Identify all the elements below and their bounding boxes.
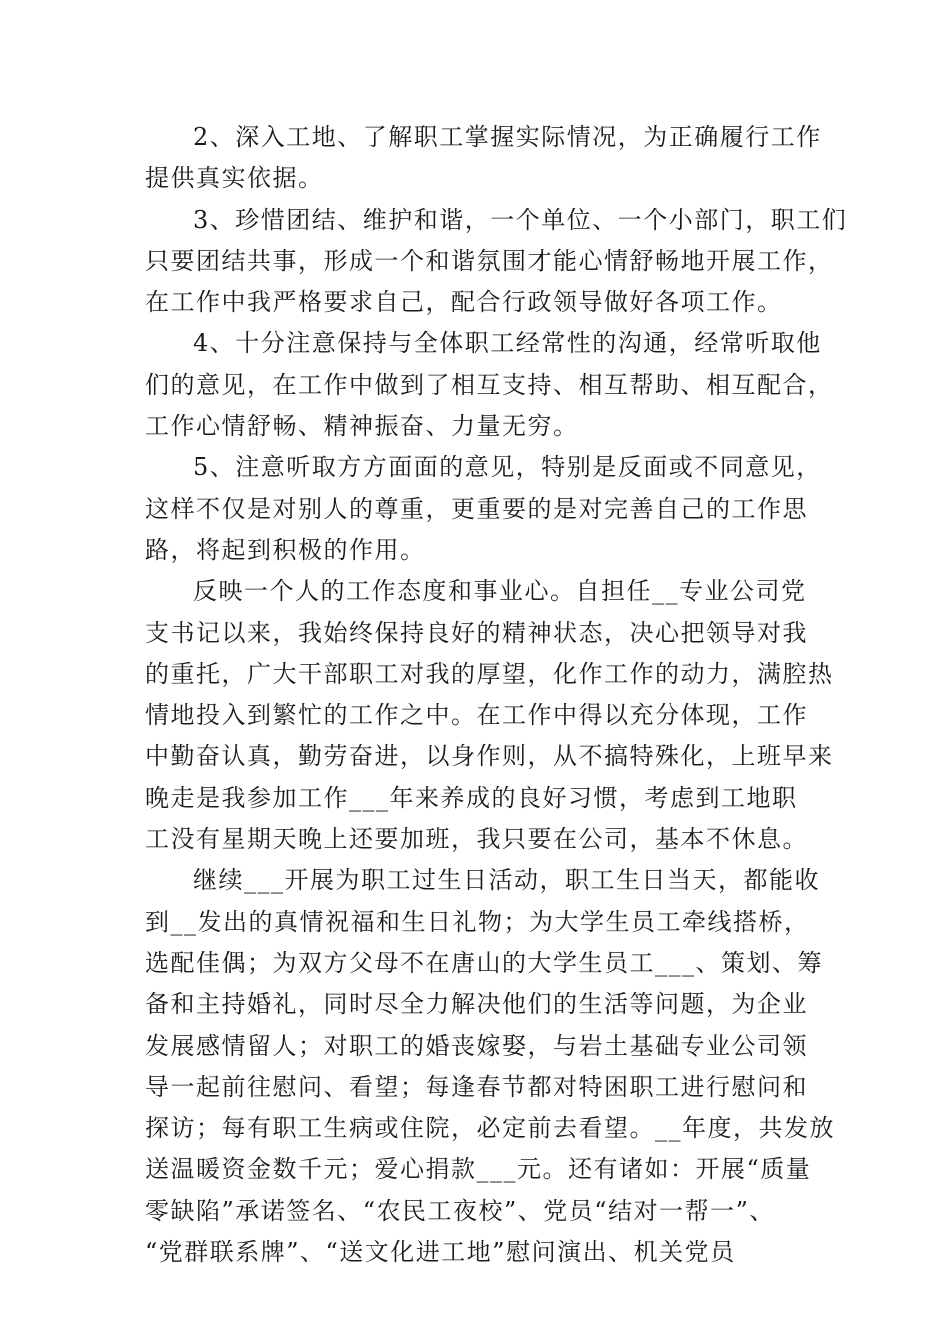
- text-line: 路，将起到积极的作用。: [145, 535, 426, 564]
- text-line: 反映一个人的工作态度和事业心。自担任__专业公司党: [193, 577, 807, 606]
- text-line: 中勤奋认真，勤劳奋进，以身作则，从不搞特殊化，上班早来: [145, 742, 834, 771]
- text-line: 4、十分注意保持与全体职工经常性的沟通，经常听取他: [193, 329, 822, 358]
- body-text: [145, 117, 848, 1273]
- text-line: 的重托，广大干部职工对我的厚望，化作工作的动力，满腔热: [145, 659, 834, 688]
- text-line: 这样不仅是对别人的尊重，更重要的是对完善自己的工作思: [145, 494, 808, 523]
- text-line: 在工作中我严格要求自己，配合行政领导做好各项工作。: [145, 288, 783, 317]
- text-line: 晚走是我参加工作___年来养成的良好习惯，考虑到工地职: [145, 783, 798, 812]
- text-line: 情地投入到繁忙的工作之中。在工作中得以充分体现，工作: [145, 701, 808, 730]
- text-line: 探访；每有职工生病或住院，必定前去看望。__年度，共发放: [145, 1114, 835, 1143]
- paragraph-continue-activities: [145, 860, 835, 1273]
- text-line: 选配佳偶；为双方父母不在唐山的大学生员工___、策划、筹: [145, 948, 823, 977]
- text-line: 送温暖资金数千元；爱心捐款___元。还有诸如：开展“质量: [145, 1155, 812, 1184]
- text-line: 们的意见，在工作中做到了相互支持、相互帮助、相互配合，: [145, 370, 834, 399]
- paragraph-item-2: [145, 117, 822, 200]
- text-line: 只要团结共事，形成一个和谐氛围才能心情舒畅地开展工作，: [145, 246, 834, 275]
- paragraph-item-5: [145, 447, 822, 571]
- paragraph-work-attitude: [145, 571, 834, 860]
- text-line: 2、深入工地、了解职工掌握实际情况，为正确履行工作: [193, 123, 822, 151]
- text-line: 3、珍惜团结、维护和谐，一个单位、一个小部门，职工们: [193, 205, 848, 234]
- text-line: 导一起前往慰问、看望；每逢春节都对特困职工进行慰问和: [145, 1072, 808, 1101]
- text-line: 继续___开展为职工过生日活动，职工生日当天，都能收: [193, 866, 820, 895]
- text-line: 提供真实依据。: [145, 164, 324, 193]
- text-line: 工没有星期天晚上还要加班，我只要在公司，基本不休息。: [145, 825, 808, 854]
- text-line: 5、注意听取方方面面的意见，特别是反面或不同意见，: [193, 453, 822, 482]
- text-line: 备和主持婚礼，同时尽全力解决他们的生活等问题，为企业: [145, 990, 808, 1019]
- text-line: “党群联系牌”、“送文化进工地”慰问演出、机关党员: [145, 1238, 736, 1267]
- paragraph-item-3: [145, 200, 848, 324]
- text-line: 到__发出的真情祝福和生日礼物；为大学生员工牵线搭桥，: [145, 907, 810, 936]
- text-line: 支书记以来，我始终保持良好的精神状态，决心把领导对我: [145, 618, 808, 647]
- text-line: 发展感情留人；对职工的婚丧嫁娶，与岩土基础专业公司领: [145, 1031, 808, 1060]
- paragraph-item-4: [145, 323, 834, 447]
- text-line: 零缺陷”承诺签名、“农民工夜校”、党员“结对一帮一”、: [145, 1196, 775, 1225]
- text-line: 工作心情舒畅、精神振奋、力量无穷。: [145, 412, 579, 441]
